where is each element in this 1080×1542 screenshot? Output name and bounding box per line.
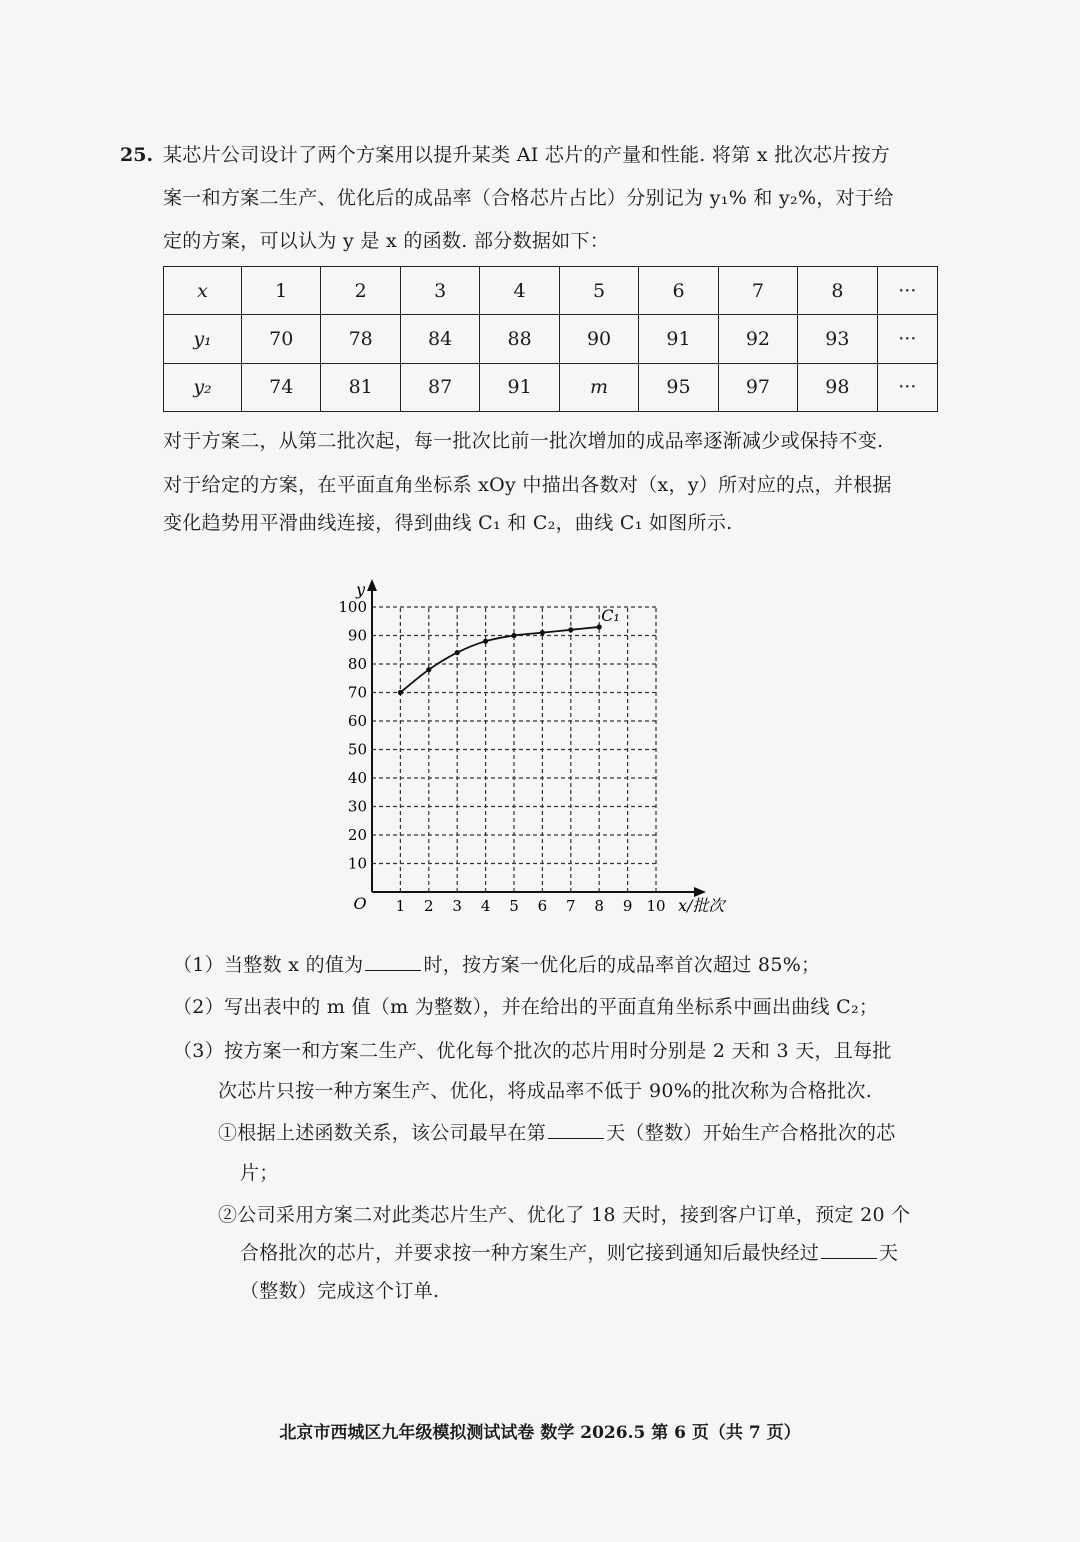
subquestion-3-2-line-3: （整数）完成这个订单.: [240, 1280, 440, 1302]
subquestion-2: （2）写出表中的 m 值（m 为整数），并在给出的平面直角坐标系中画出曲线 C₂；: [173, 996, 879, 1018]
table-header-cell: y₁: [164, 315, 242, 363]
data-point: [597, 624, 602, 629]
table-header-cell: y₂: [164, 363, 242, 411]
coordinate-chart: [330, 572, 750, 928]
table-cell: 88: [480, 315, 559, 363]
table-cell: ···: [877, 363, 937, 411]
x-axis-label: x/批次: [678, 896, 725, 915]
x-tick-label: 3: [452, 897, 462, 915]
x-tick-label: 6: [537, 897, 548, 915]
x-tick-label: 8: [594, 897, 604, 915]
intro-line-2: 案一和方案二生产、优化后的成品率（合格芯片占比）分别记为 y₁% 和 y₂%，对于给: [163, 187, 894, 209]
data-point: [511, 633, 516, 638]
table-cell: 93: [798, 315, 877, 363]
subquestion-3-1-suffix: 天（整数）开始生产合格批次的芯: [606, 1122, 896, 1144]
question-number: 25.: [120, 144, 154, 166]
y-tick-label: 60: [347, 712, 367, 730]
subquestion-3-2-line-2: [240, 1240, 898, 1266]
table-cell: 78: [321, 315, 400, 363]
intro-line-1: 某芯片公司设计了两个方案用以提升某类 AI 芯片的产量和性能. 将第 x 批次芯片按方: [163, 144, 891, 166]
table-cell: 4: [480, 267, 559, 315]
data-point: [483, 639, 488, 644]
subquestion-3-2-line-1: ②公司采用方案二对此类芯片生产、优化了 18 天时，接到客户订单，预定 20 个: [218, 1204, 911, 1226]
table-header-cell: x: [164, 267, 242, 315]
table-cell: 6: [639, 267, 718, 315]
table-cell: 3: [400, 267, 479, 315]
data-point: [398, 690, 403, 695]
x-tick-label: 2: [424, 897, 434, 915]
para-line-1: 对于方案二，从第二批次起，每一批次比前一批次增加的成品率逐渐减少或保持不变.: [163, 430, 884, 452]
x-tick-label: 7: [566, 897, 576, 915]
table-cell: 70: [242, 315, 321, 363]
table-cell: 1: [242, 267, 321, 315]
table-cell: 7: [718, 267, 797, 315]
subquestion-1-suffix: 时，按方案一优化后的成品率首次超过 85%；: [423, 954, 821, 976]
table-cell: 2: [321, 267, 400, 315]
x-tick-label: 10: [646, 897, 666, 915]
answer-blank-3: [821, 1240, 877, 1259]
table-cell: 5: [559, 267, 638, 315]
subquestion-1-prefix: （1）当整数 x 的值为: [173, 954, 364, 976]
table-cell: 92: [718, 315, 797, 363]
y-tick-label: 20: [347, 826, 367, 844]
intro-line-3: 定的方案，可以认为 y 是 x 的函数. 部分数据如下：: [163, 230, 610, 252]
answer-blank-2: [548, 1120, 604, 1139]
y-tick-label: 10: [347, 854, 367, 873]
data-point: [426, 667, 431, 672]
data-point: [568, 627, 573, 632]
x-tick-label: 9: [622, 897, 633, 915]
table-cell: 91: [639, 315, 718, 363]
y-tick-label: 80: [347, 655, 367, 673]
table-cell: 84: [400, 315, 479, 363]
table-cell: ···: [877, 315, 937, 363]
para-line-3: 变化趋势用平滑曲线连接，得到曲线 C₁ 和 C₂，曲线 C₁ 如图所示.: [163, 512, 733, 534]
data-point: [540, 630, 545, 635]
subquestion-3-1: [218, 1120, 896, 1146]
table-row: [164, 363, 938, 411]
subquestion-3-line-1: （3）按方案一和方案二生产、优化每个批次的芯片用时分别是 2 天和 3 天，且每批: [173, 1040, 892, 1062]
table-cell: m: [559, 363, 638, 411]
y-tick-label: 30: [347, 797, 367, 816]
data-point: [455, 650, 460, 655]
x-tick-label: 1: [395, 897, 406, 915]
x-tick-label: 4: [480, 897, 491, 915]
subquestion-3-1-prefix: ①根据上述函数关系，该公司最早在第: [218, 1122, 547, 1144]
table-cell: 74: [242, 363, 321, 411]
subquestion-3-line-2: 次芯片只按一种方案生产、优化，将成品率不低于 90%的批次称为合格批次.: [218, 1080, 873, 1102]
y-tick-label: 50: [347, 740, 367, 759]
subquestion-3-2-suffix: 天: [879, 1242, 899, 1264]
table-cell: 81: [321, 363, 400, 411]
subquestion-3-2-prefix: 合格批次的芯片，并要求按一种方案生产，则它接到通知后最快经过: [240, 1242, 820, 1264]
table-cell: 91: [480, 363, 559, 411]
answer-blank-1: [365, 952, 421, 971]
subquestion-3-1-line-2: 片；: [240, 1162, 279, 1184]
origin-label: O: [353, 894, 367, 913]
subquestion-1: [173, 952, 820, 978]
table-cell: 95: [639, 363, 718, 411]
table-cell: ···: [877, 267, 937, 315]
curve-c1: [400, 627, 599, 693]
y-tick-label: 90: [347, 626, 367, 645]
table-cell: 90: [559, 315, 638, 363]
y-axis-arrow: [367, 579, 377, 591]
x-tick-label: 5: [509, 897, 519, 915]
page-footer: 北京市西城区九年级模拟测试试卷 数学 2026.5 第 6 页（共 7 页）: [279, 1423, 801, 1443]
para-line-2: 对于给定的方案，在平面直角坐标系 xOy 中描出各数对（x，y）所对应的点，并根据: [163, 474, 892, 496]
y-tick-label: 100: [338, 598, 367, 616]
table-cell: 97: [718, 363, 797, 411]
y-axis-label: y: [356, 580, 366, 599]
table-cell: 8: [798, 267, 877, 315]
y-tick-label: 70: [347, 683, 367, 702]
table-cell: 98: [798, 363, 877, 411]
table-row: [164, 315, 938, 363]
table-row: [164, 267, 938, 315]
data-table: [163, 266, 938, 412]
y-tick-label: 40: [347, 769, 367, 787]
series-label-c1: C₁: [601, 605, 620, 625]
table-cell: 87: [400, 363, 479, 411]
